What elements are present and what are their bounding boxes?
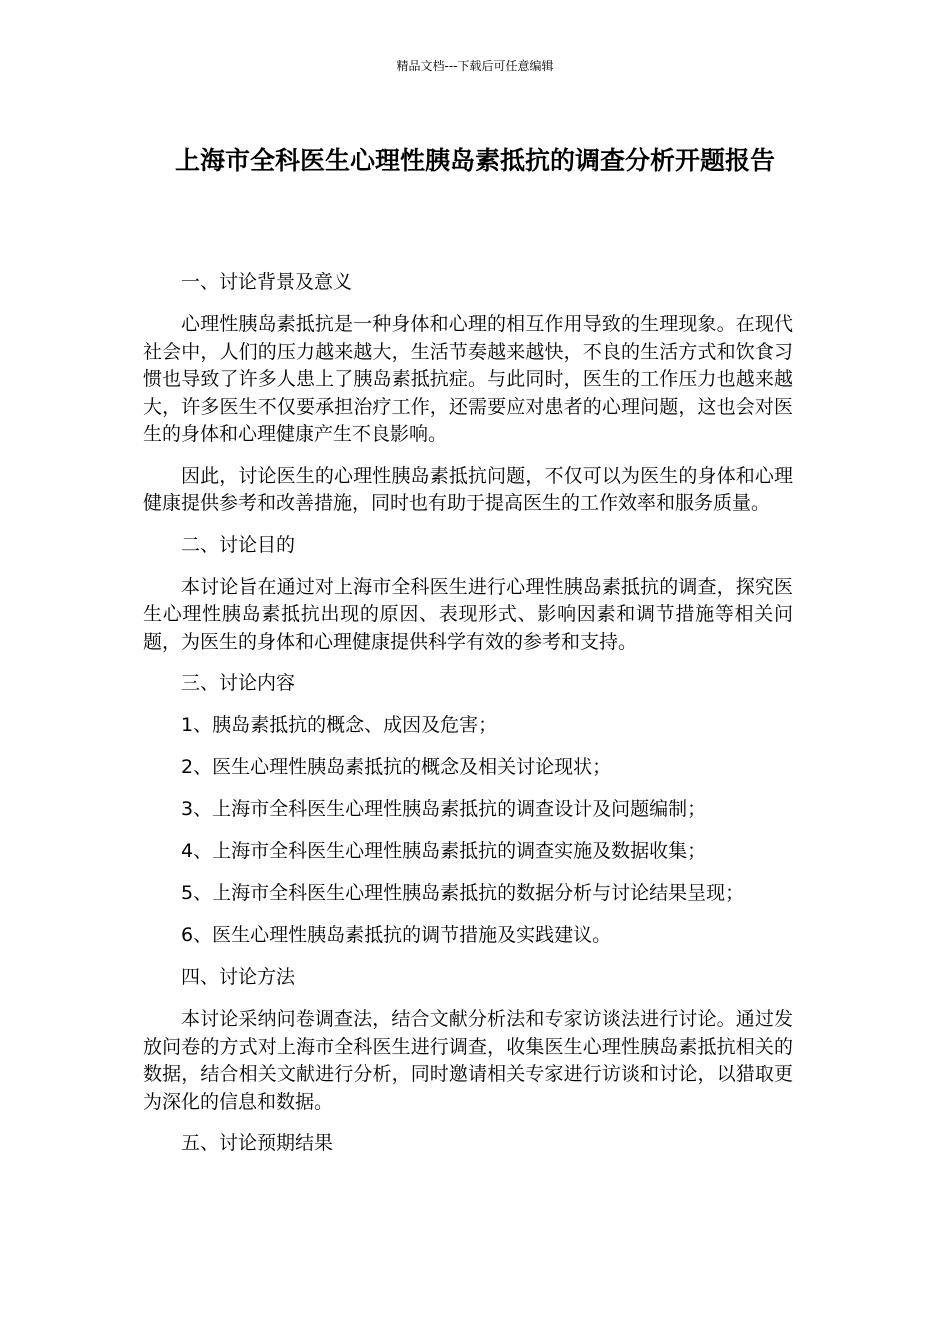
list-item: 4、上海市全科医生心理性胰岛素抵抗的调查实施及数据收集； xyxy=(181,840,707,862)
section-heading-method: 四、讨论方法 xyxy=(181,966,296,988)
document-body xyxy=(143,269,793,1172)
paragraph: 本讨论旨在通过对上海市全科医生进行心理性胰岛素抵抗的调查，探究医生心理性胰岛素抵抗出现的原因、表现形式、影响因素和调节措施等相关问题，为医生的身体和心理健康提供科学有效的参考和支持。 xyxy=(143,575,793,653)
paragraph: 本讨论采纳问卷调查法，结合文献分析法和专家访谈法进行讨论。通过发放问卷的方式对上海市全科医生进行调查，收集医生心理性胰岛素抵抗相关的数据，结合相关文献进行分析，同时邀请相关专家进行访谈和讨论，以猎取更为深化的信息和数据。 xyxy=(143,1008,793,1113)
section-heading-purpose: 二、讨论目的 xyxy=(181,533,296,556)
list-item: 5、上海市全科医生心理性胰岛素抵抗的数据分析与讨论结果呈现； xyxy=(181,882,745,904)
section-heading-background: 一、讨论背景及意义 xyxy=(181,271,353,293)
section-heading-expected: 五、讨论预期结果 xyxy=(181,1132,334,1154)
page-header: 精品文档---下载后可任意编辑 xyxy=(396,59,554,73)
paragraph: 心理性胰岛素抵抗是一种身体和心理的相互作用导致的生理现象。在现代社会中，人们的压力越来越大，生活节奏越来越快，不良的生活方式和饮食习惯也导致了许多人患上了胰岛素抵抗症。与此同时，医生的工作压力也越来越大，许多医生不仅要承担治疗工作，还需要应对患者的心理问题，这也会对医生的身体和心理健康产生不良影响。 xyxy=(143,313,793,445)
list-item: 6、医生心理性胰岛素抵抗的调节措施及实践建议。 xyxy=(181,924,612,946)
document-title: 上海市全科医生心理性胰岛素抵抗的调查分析开题报告 xyxy=(174,146,775,175)
list-item: 2、医生心理性胰岛素抵抗的概念及相关讨论现状； xyxy=(181,756,612,778)
paragraph: 因此，讨论医生的心理性胰岛素抵抗问题，不仅可以为医生的身体和心理健康提供参考和改善措施，同时也有助于提高医生的工作效率和服务质量。 xyxy=(143,464,793,514)
section-heading-content: 三、讨论内容 xyxy=(181,672,296,694)
list-item: 1、胰岛素抵抗的概念、成因及危害； xyxy=(181,714,498,736)
list-item: 3、上海市全科医生心理性胰岛素抵抗的调查设计及问题编制； xyxy=(181,798,707,820)
